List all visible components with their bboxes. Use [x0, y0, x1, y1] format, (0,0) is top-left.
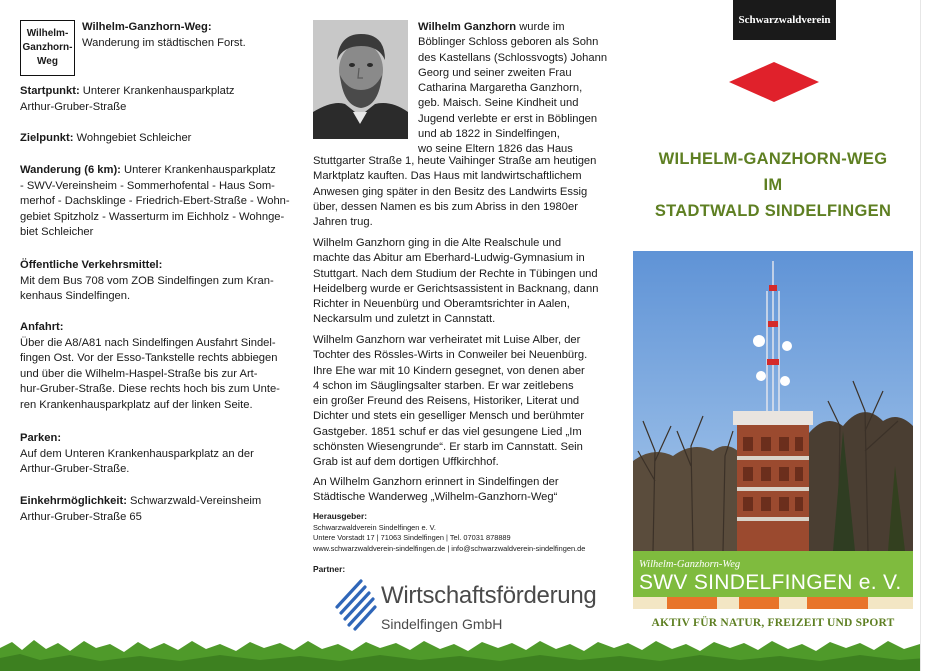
- oev-line: Mit dem Bus 708 vom ZOB Sindelfingen zum Kran-: [20, 274, 274, 287]
- bio-line: machte das Abitur am Eberhard-Ludwig-Gymnasium in: [313, 252, 585, 265]
- wanderung-line: - SWV-Vereinsheim - Sommerhofental - Haus Som-: [20, 179, 275, 192]
- bio-line: ein großer Freund des Reisens, Historiker, Literat und: [313, 395, 580, 408]
- diamond-logo-icon: [729, 62, 819, 102]
- color-stripes: [633, 597, 913, 609]
- bio-line: über, dessen Namen es bis zum Abriss in den 1980er: [313, 200, 578, 213]
- ziel-text: Wohngebiet Schleicher: [73, 132, 192, 144]
- bio-continued: [313, 154, 611, 230]
- cover-title: [632, 146, 914, 224]
- logo-line-2: Ganzhorn-: [22, 42, 73, 53]
- publisher-block: [313, 511, 611, 554]
- einkehr-text-2: Arthur-Gruber-Straße 65: [20, 510, 142, 523]
- bio-line: Grab ist auf dem dortigen Uffkirchhof.: [313, 456, 499, 469]
- start-text: Unterer Krankenhausparkplatz: [79, 85, 235, 97]
- bio-line: Tochter des Rössles-Wirts in Conweiler bei Neuenbürg.: [313, 349, 588, 362]
- bio-line: Ihre Ehe war mit 10 Kindern gesegnet, von denen aber: [313, 364, 585, 377]
- anfahrt-line: hur-Gruber-Straße. Diese rechts hoch bis zum Unte-: [20, 383, 280, 396]
- bio-line: Städtische Wanderweg „Wilhelm-Ganzhorn-Weg“: [313, 491, 558, 504]
- bio-intro: [418, 20, 611, 158]
- club-badge: Schwarzwaldverein: [733, 0, 836, 40]
- start-label: Startpunkt:: [20, 85, 80, 97]
- oev-label: Öffentliche Verkehrsmittel:: [20, 259, 163, 271]
- start-block: [20, 84, 302, 115]
- start-text-2: Arthur-Gruber-Straße: [20, 100, 127, 113]
- portrait-photo: [313, 20, 408, 139]
- bio-line: An Wilhelm Ganzhorn erinnert in Sindelfingen der: [313, 476, 559, 488]
- parken-block: [20, 431, 302, 478]
- bio-line: geb. Maisch. Seine Kindheit und: [418, 97, 579, 110]
- publisher-label: Herausgeber:: [313, 511, 367, 521]
- einkehr-block: [20, 494, 302, 525]
- bio-line: Heidelberg wurde er Gerichtsassistent in Backnang, dann: [313, 282, 599, 295]
- parken-line: Arthur-Gruber-Straße.: [20, 463, 130, 476]
- ziel-label: Zielpunkt:: [20, 132, 74, 144]
- route-header: [82, 20, 302, 51]
- bio-line: und ab 1822 in Sindelfingen,: [418, 128, 560, 141]
- cover-title-line: WILHELM-GANZHORN-WEG: [658, 150, 888, 168]
- anfahrt-line: fingen Ost. Vor der Esso-Tankstelle rechts abbiegen: [20, 352, 278, 365]
- partner-label: Partner:: [313, 564, 346, 574]
- publisher-line: www.schwarzwaldverein-sindelfingen.de | info@schwarzwaldverein-sindelfingen.de: [313, 543, 586, 553]
- bio-line: Marktplatz kauften. Das Haus mit landwirtschaftlichem: [313, 170, 582, 183]
- bio-line: Dichter und stets ein geselliger Mensch und berühmter: [313, 410, 585, 423]
- oev-line: kenhaus Sindelfingen.: [20, 290, 131, 303]
- logo-line-1: Wilhelm-: [26, 28, 69, 39]
- bio-line: 4 schon im Säuglingsalter starben. Er war zeitlebens: [313, 379, 574, 392]
- page-edge: [920, 0, 939, 671]
- bio-line: Gastgeber. 1851 schuf er das viel gesungene Lied „Im: [313, 425, 582, 438]
- bio-line: Jugend verlebte er erst in Böblingen: [418, 112, 598, 125]
- anfahrt-line: und über die Wilhelm-Haspel-Straße bis zur Art-: [20, 367, 258, 380]
- bio-line: wurde im: [516, 21, 565, 33]
- cover-title-line: IM: [763, 176, 783, 194]
- wanderung-line: Unterer Krankenhausparkplatz: [120, 164, 276, 176]
- parken-label: Parken:: [20, 432, 62, 444]
- tower-photo: [633, 251, 913, 551]
- publisher-line: Schwarzwaldverein Sindelfingen e. V.: [313, 522, 436, 532]
- bio-line: Catharina Margaretha Ganzhorn,: [418, 82, 583, 95]
- cover-title-line: STADTWALD SINDELFINGEN: [654, 202, 892, 220]
- bio-paragraph-4: [313, 475, 611, 506]
- bio-line: Neckarsulm und zuletzt in Cannstatt.: [313, 313, 496, 326]
- route-title: Wilhelm-Ganzhorn-Weg:: [82, 21, 212, 33]
- bio-line: Richter in Neuenbürg und Oberamtsrichter in Aalen,: [313, 298, 570, 311]
- partner-logo: [331, 575, 621, 635]
- bio-name: Wilhelm Ganzhorn: [418, 21, 517, 33]
- anfahrt-line: ren Krankenhausparkplatz auf der linken Seite.: [20, 398, 253, 411]
- bio-line: schönsten Wiesengrunde“. Er starb im Cannstatt. Sein: [313, 441, 583, 454]
- bio-line: wo seine Eltern 1826 das Haus: [418, 143, 573, 156]
- partner-name: Wirtschaftsförderung: [381, 582, 597, 609]
- bio-line: Böblinger Schloss geboren als Sohn: [418, 36, 599, 49]
- bio-line: Jahren trug.: [313, 216, 373, 229]
- bio-paragraph-2: [313, 236, 611, 328]
- oev-block: [20, 258, 302, 305]
- wanderung-block: [20, 163, 302, 241]
- partner-logo-mark: [331, 577, 377, 633]
- partner-subname: Sindelfingen GmbH: [381, 616, 503, 632]
- anfahrt-label: Anfahrt:: [20, 321, 64, 333]
- ziel-block: [20, 131, 302, 147]
- anfahrt-block: [20, 320, 302, 414]
- parken-line: Auf dem Unteren Krankenhausparkplatz an der: [20, 447, 254, 460]
- cover-column: [632, 0, 914, 671]
- bio-line: Stuttgart. Nach dem Studium der Rechte in Tübingen und: [313, 267, 598, 280]
- publisher-line: Untere Vorstadt 17 | 71063 Sindelfingen | Tel. 07031 878889: [313, 533, 511, 543]
- einkehr-label: Einkehrmöglichkeit:: [20, 495, 127, 507]
- grass-border: [0, 634, 939, 671]
- route-logo: [20, 20, 75, 76]
- wanderung-line: biet Schleicher: [20, 226, 94, 239]
- band-route-name: Wilhelm-Ganzhorn-Weg: [639, 559, 741, 570]
- bio-line: Georg und seiner zweiten Frau: [418, 66, 572, 79]
- logo-line-3: Weg: [37, 56, 58, 67]
- bio-line: des Kastellans (Schlossvogts) Johann: [418, 51, 608, 64]
- einkehr-text: Schwarzwald-Vereinsheim: [126, 495, 262, 507]
- wanderung-line: gebiet Spitzholz - Wasserturm im Eichholz - Wohnge-: [20, 210, 285, 223]
- route-subtitle: Wanderung im städtischen Forst.: [82, 36, 246, 49]
- tagline: AKTIV FÜR NATUR, FREIZEIT UND SPORT: [651, 617, 895, 629]
- bio-line: Wilhelm Ganzhorn ging in die Alte Realschule und: [313, 237, 562, 249]
- bio-line: Stuttgarter Straße 1, heute Vaihinger Straße am heutigen: [313, 155, 597, 167]
- bio-paragraph-3: [313, 333, 611, 471]
- wanderung-label: Wanderung (6 km):: [20, 164, 121, 176]
- bio-line: Wilhelm Ganzhorn war verheiratet mit Luise Alber, der: [313, 334, 581, 346]
- bio-line: Anwesen ging später in den Besitz des Landwirts Essig: [313, 185, 588, 198]
- anfahrt-line: Über die A8/A81 nach Sindelfingen Ausfahrt Sindel-: [20, 336, 276, 349]
- band-club-name: SWV SINDELFINGEN e. V.: [639, 571, 902, 594]
- wanderung-line: merhof - Dachsklinge - Friedrich-Ebert-Straße - Wohn-: [20, 195, 290, 208]
